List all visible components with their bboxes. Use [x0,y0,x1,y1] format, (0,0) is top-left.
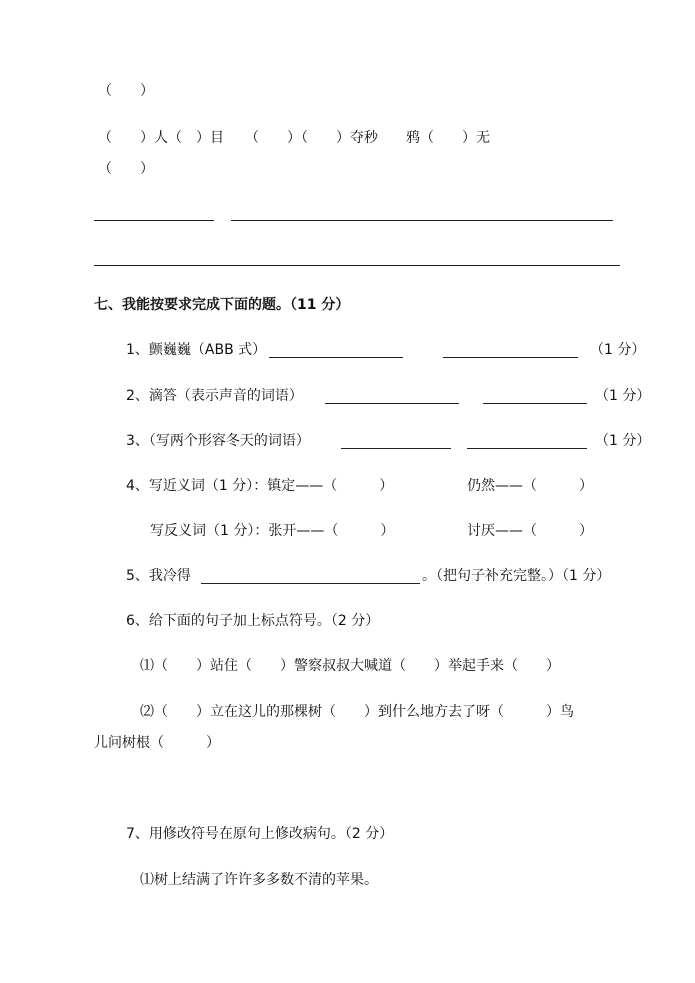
question-4-antonyms-b: 讨厌——（ ） [467,523,593,539]
question-4-synonyms-a: 4、写近义词（1 分）：镇定——（ ） [126,478,394,494]
question-6-sentence-2-line-1: ⑵（ ）立在这儿的那棵树（ ）到什么地方去了呀（ ）鸟 [140,704,574,720]
question-5-blank[interactable] [201,583,420,584]
blank-line-2: （ ） [98,161,154,177]
question-2-blank-b[interactable] [483,403,587,404]
question-4-antonyms-a: 写反义词（1 分）：张开——（ ） [150,523,395,539]
question-6-sentence-2-line-2: 儿问树根（ ） [94,735,220,751]
question-7-label: 7、用修改符号在原句上修改病句。（2 分） [126,826,394,842]
question-1-score: （1 分） [590,342,646,358]
question-3-score: （1 分） [595,433,651,449]
question-1 [126,340,266,360]
idiom-fill-row: （ ）人（ ）目 （ ）（ ）夺秒 鸦（ ）无 [98,130,490,146]
question-1-blank-a[interactable] [269,357,403,358]
answer-underline-1b[interactable] [231,220,613,221]
section-title: 七、我能按要求完成下面的题。（11 分） [94,297,350,313]
answer-underline-2[interactable] [94,265,620,266]
question-3-label: 3、（写两个形容冬天的词语） [126,433,310,449]
question-3-blank-b[interactable] [467,448,587,449]
question-2-blank-a[interactable] [325,403,459,404]
question-6-sentence-1: ⑴（ ）站住（ ）警察叔叔大喊道（ ）举起手来（ ） [140,658,560,674]
question-7-sentence-1: ⑴树上结满了许许多多数不清的苹果。 [140,872,378,888]
question-2 [126,386,303,406]
question-4-synonyms-b: 仍然——（ ） [467,478,593,494]
question-1-label: 1、颤巍巍（ABB 式） [126,342,267,358]
question-6-label: 6、给下面的句子加上标点符号。（2 分） [126,613,380,629]
question-3 [126,431,310,451]
question-5-prefix: 5、我冷得 [126,568,191,584]
question-5-suffix: 。（把句子补充完整。）（1 分） [422,568,611,584]
question-3-blank-a[interactable] [341,448,451,449]
blank-line-1: （ ） [98,83,154,99]
question-1-blank-b[interactable] [443,357,578,358]
question-2-label: 2、滴答（表示声音的词语） [126,388,303,404]
answer-underline-1a[interactable] [94,220,214,221]
question-2-score: （1 分） [595,388,651,404]
